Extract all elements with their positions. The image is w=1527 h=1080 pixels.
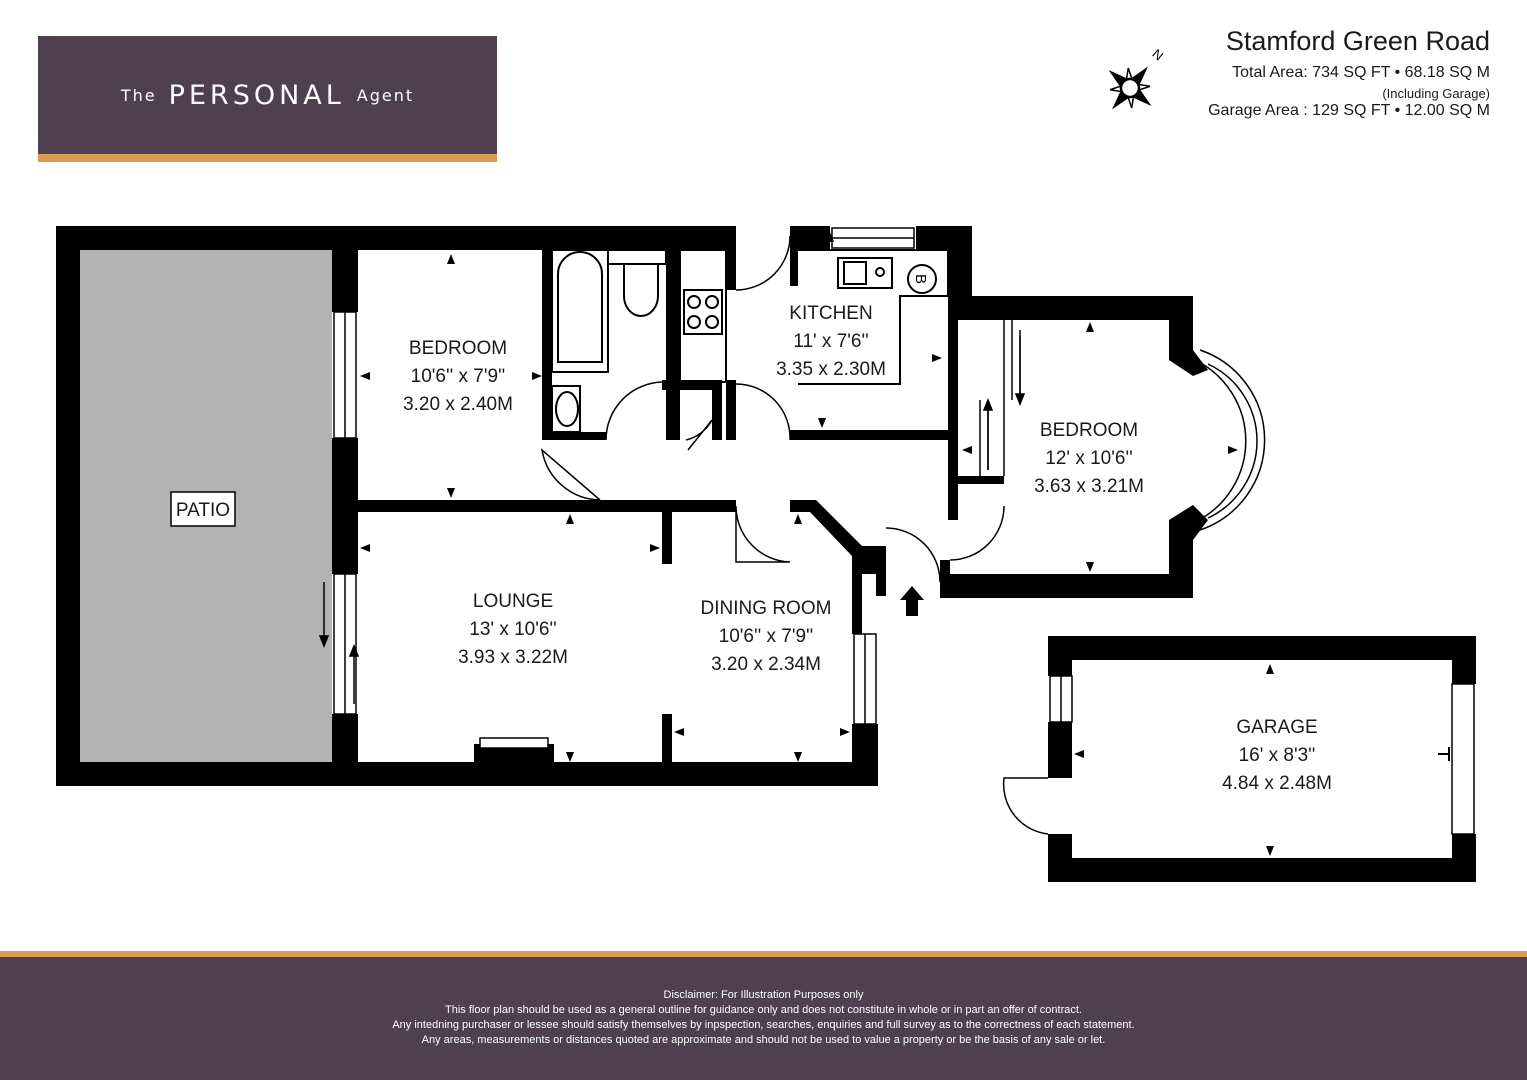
room-garage bbox=[1222, 717, 1332, 794]
room-name: KITCHEN bbox=[789, 303, 873, 324]
fireplace bbox=[480, 738, 548, 748]
room-imperial: 13' x 10'6'' bbox=[469, 619, 557, 640]
footer bbox=[0, 957, 1527, 1080]
room-name: BEDROOM bbox=[408, 338, 508, 359]
room-name: DINING ROOM bbox=[700, 598, 832, 619]
including-garage-note: (Including Garage) bbox=[1382, 86, 1490, 101]
compass-north-label: N bbox=[1149, 45, 1167, 64]
room-imperial: 10'6'' x 7'9'' bbox=[718, 626, 814, 647]
basin bbox=[552, 386, 580, 432]
room-kitchen bbox=[776, 303, 886, 380]
patio-door bbox=[334, 574, 356, 714]
room-imperial: 16' x 8'3'' bbox=[1238, 745, 1316, 766]
room-name: LOUNGE bbox=[472, 591, 554, 612]
room-metric: 3.20 x 2.40M bbox=[403, 394, 513, 415]
disclaimer-title: Disclaimer: For Illustration Purposes only bbox=[663, 989, 864, 1001]
brand-suffix: Agent bbox=[356, 85, 415, 105]
disclaimer-line: Any intedning purchaser or lessee should satisfy themselves by inpspection, searches, enquiries and full survey as to the correctness of each statement. bbox=[392, 1019, 1135, 1031]
room-bedroom-2 bbox=[1034, 420, 1144, 497]
room-bedroom-1 bbox=[403, 338, 513, 415]
room-name: GARAGE bbox=[1236, 717, 1318, 738]
patio-label: PATIO bbox=[175, 500, 231, 521]
toilet bbox=[608, 250, 666, 316]
total-area: Total Area: 734 SQ FT • 68.18 SQ M bbox=[1232, 64, 1490, 81]
door-swings bbox=[542, 236, 1048, 834]
room-metric: 3.35 x 2.30M bbox=[776, 359, 886, 380]
brand-name: PERSONAL bbox=[168, 79, 345, 111]
boiler bbox=[908, 265, 936, 293]
room-imperial: 12' x 10'6'' bbox=[1045, 448, 1133, 469]
svg-text:B: B bbox=[912, 273, 929, 285]
room-name: BEDROOM bbox=[1039, 420, 1139, 441]
room-imperial: 11' x 7'6'' bbox=[793, 331, 869, 352]
disclaimer-line: This floor plan should be used as a general outline for guidance only and does not constitute in whole or in part an offer of contract. bbox=[445, 1004, 1082, 1016]
wardrobe bbox=[980, 320, 1020, 476]
brand-prefix: The bbox=[120, 85, 157, 105]
room-imperial: 10'6'' x 7'9'' bbox=[410, 366, 506, 387]
disclaimer-line: Any areas, measurements or distances quoted are approximate and should not be used to value a property or be the basis of any sale or let. bbox=[421, 1034, 1106, 1046]
bath bbox=[552, 250, 608, 372]
room-lounge bbox=[458, 591, 568, 668]
room-metric: 3.63 x 3.21M bbox=[1034, 476, 1144, 497]
hob bbox=[680, 250, 726, 382]
garage-area: Garage Area : 129 SQ FT • 12.00 SQ M bbox=[1208, 102, 1490, 119]
room-dining bbox=[701, 598, 832, 675]
property-address: Stamford Green Road bbox=[1225, 26, 1490, 56]
bay-window bbox=[1195, 350, 1265, 530]
room-metric: 4.84 x 2.48M bbox=[1222, 773, 1332, 794]
entrance-arrow-icon bbox=[900, 586, 924, 616]
room-metric: 3.20 x 2.34M bbox=[711, 654, 821, 675]
room-metric: 3.93 x 3.22M bbox=[458, 647, 568, 668]
